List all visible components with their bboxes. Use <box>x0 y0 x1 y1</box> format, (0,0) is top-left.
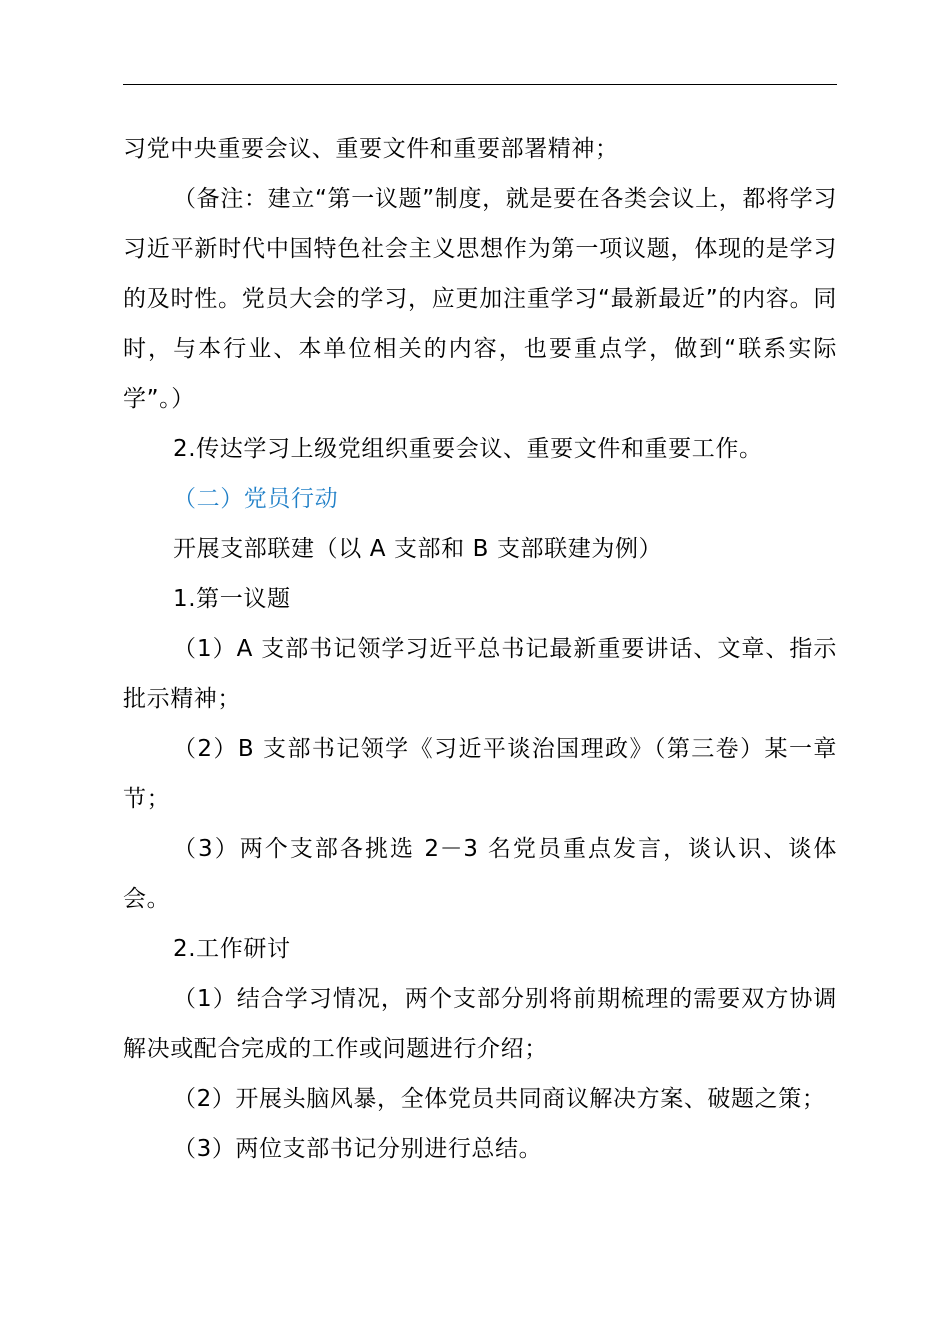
paragraph-1: 习党中央重要会议、重要文件和重要部署精神； <box>123 136 619 162</box>
paragraph-item-2: 2.传达学习上级党组织重要会议、重要文件和重要工作。 <box>173 436 763 462</box>
list-item: （1）结合学习情况，两个支部分别将前期梳理的需要双方协调解决或配合完成的工作或问题进行介绍； <box>123 986 837 1062</box>
subheading-first-topic: 1.第一议题 <box>173 586 291 612</box>
document-body <box>123 124 837 1174</box>
list-item: （1）A 支部书记领学习近平总书记最新重要讲话、文章、指示批示精神； <box>123 636 837 712</box>
list-item: （3）两个支部各挑选 2－3 名党员重点发言，谈认识、谈体会。 <box>123 836 837 912</box>
list-item: （2）开展头脑风暴，全体党员共同商议解决方案、破题之策； <box>173 1086 826 1112</box>
subheading-work-discussion: 2.工作研讨 <box>173 936 291 962</box>
list-item: （2）B 支部书记领学《习近平谈治国理政》（第三卷）某一章节； <box>123 736 837 812</box>
section-heading: （二）党员行动 <box>173 486 339 512</box>
paragraph-branch-joint: 开展支部联建（以 A 支部和 B 支部联建为例） <box>173 536 663 562</box>
paragraph-note: （备注：建立“第一议题”制度，就是要在各类会议上，都将学习习近平新时代中国特色社会主义思想作为第一项议题，体现的是学习的及时性。党员大会的学习，应更加注重学习“最新最近”的内容。同时，与本行业、本单位相关的内容，也要重点学，做到“联系实际学”。） <box>123 186 837 412</box>
list-item: （3）两位支部书记分别进行总结。 <box>173 1136 543 1162</box>
header-rule <box>123 84 837 85</box>
